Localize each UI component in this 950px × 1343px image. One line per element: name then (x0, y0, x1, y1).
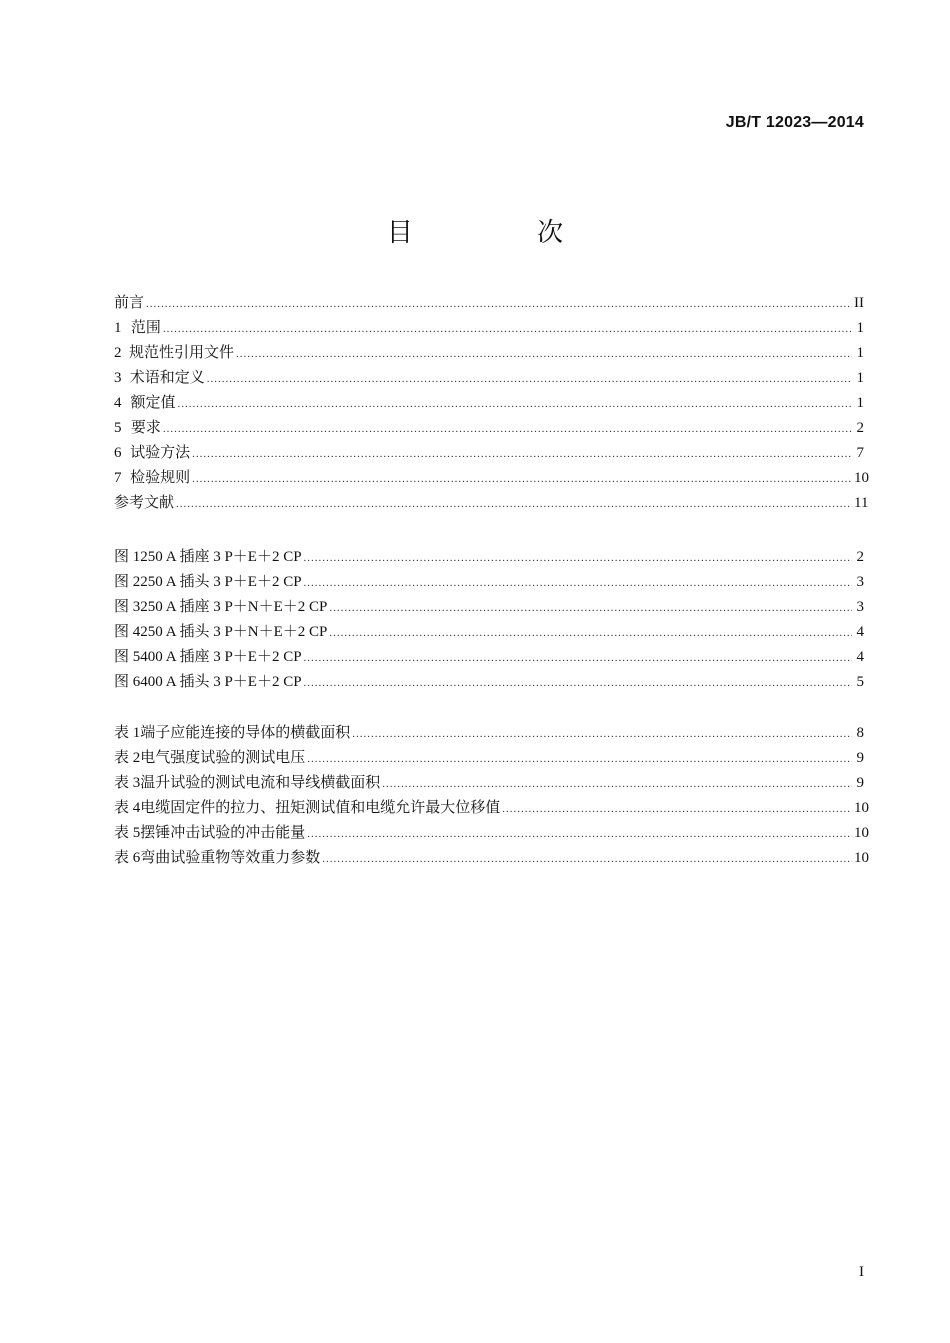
toc-figure-entry[interactable] (114, 670, 864, 695)
dot-leader (382, 778, 852, 790)
page-title: 目 次 (386, 218, 622, 248)
toc-main-list (114, 291, 869, 516)
toc-entry-page: 10 (854, 800, 869, 816)
toc-entry-label: 250 A 插头 3 P＋N＋E＋2 CP (140, 624, 328, 640)
page-number: I (859, 1264, 864, 1280)
toc-entry-page: 10 (854, 470, 869, 486)
toc-entry-page: 10 (854, 850, 869, 866)
toc-entry-page: 1 (856, 345, 864, 361)
toc-entry-number: 表 4 (114, 800, 141, 816)
toc-entry[interactable] (114, 416, 864, 441)
toc-entry-page: 3 (856, 599, 864, 615)
toc-entry-label: 400 A 插座 3 P＋E＋2 CP (140, 649, 302, 665)
toc-entry-label: 电气强度试验的测试电压 (140, 750, 306, 766)
toc-entry-label: 术语和定义 (129, 370, 205, 386)
toc-entry-page: 11 (854, 495, 869, 511)
dot-leader (329, 627, 852, 639)
toc-entry-number: 表 3 (114, 775, 141, 791)
dot-leader (352, 728, 852, 740)
dot-leader (307, 753, 852, 765)
toc-figure-entry[interactable] (114, 620, 864, 645)
toc-entry-page: 2 (856, 549, 864, 565)
toc-entry-number: 1 (114, 320, 122, 336)
toc-table-entry[interactable] (114, 821, 869, 846)
toc-entry-number: 图 5 (114, 649, 141, 665)
toc-entry[interactable] (114, 291, 864, 316)
toc-entry-label: 前言 (114, 295, 145, 311)
toc-entry-page: 1 (856, 395, 864, 411)
toc-entry-number: 图 6 (114, 674, 141, 690)
toc-entry-page: 7 (856, 445, 864, 461)
toc-entry-number: 图 1 (114, 549, 141, 565)
toc-entry-page: 1 (856, 320, 864, 336)
toc-entry-page: 9 (856, 775, 864, 791)
toc-table-entry[interactable] (114, 796, 869, 821)
toc-entry-page: 2 (856, 420, 864, 436)
toc-entry[interactable] (114, 366, 864, 391)
toc-entry-number: 4 (114, 395, 122, 411)
toc-figure-entry[interactable] (114, 645, 864, 670)
dot-leader (207, 373, 852, 385)
toc-entry-label: 温升试验的测试电流和导线横截面积 (140, 775, 381, 791)
toc-table-entry[interactable] (114, 771, 864, 796)
toc-entry[interactable] (114, 466, 869, 491)
toc-entry-page: 8 (856, 725, 864, 741)
toc-entry-number: 表 2 (114, 750, 141, 766)
toc-entry-number: 表 5 (114, 825, 141, 841)
dot-leader (192, 473, 852, 485)
toc-entry[interactable] (114, 341, 864, 366)
toc-entry-number: 表 6 (114, 850, 141, 866)
toc-entry-number: 6 (114, 445, 122, 461)
dot-leader (304, 677, 852, 689)
toc-entry-label: 250 A 插座 3 P＋N＋E＋2 CP (140, 599, 328, 615)
toc-entry-page: 5 (856, 674, 864, 690)
toc-entry-label: 规范性引用文件 (129, 345, 235, 361)
toc-entry-number: 图 2 (114, 574, 141, 590)
toc-entry-number: 3 (114, 370, 122, 386)
toc-entry[interactable] (114, 491, 869, 516)
dot-leader (146, 298, 852, 310)
toc-table-entry[interactable] (114, 846, 869, 871)
toc-table-list (114, 721, 869, 871)
toc-entry-label: 摆锤冲击试验的冲击能量 (140, 825, 306, 841)
dot-leader (163, 323, 852, 335)
toc-figure-entry[interactable] (114, 595, 864, 620)
toc-entry-number: 表 1 (114, 725, 141, 741)
toc-entry-label: 端子应能连接的导体的横截面积 (140, 725, 351, 741)
dot-leader (177, 398, 852, 410)
dot-leader (329, 602, 852, 614)
toc-entry-label: 试验方法 (130, 445, 191, 461)
toc-entry[interactable] (114, 391, 864, 416)
toc-entry[interactable] (114, 316, 864, 341)
toc-entry-number: 5 (114, 420, 122, 436)
dot-leader (307, 828, 852, 840)
toc-entry-page: 4 (856, 624, 864, 640)
toc-table-entry[interactable] (114, 721, 864, 746)
dot-leader (304, 652, 852, 664)
toc-entry-label: 电缆固定件的拉力、扭矩测试值和电缆允许最大位移值 (140, 800, 501, 816)
toc-entry-label: 参考文献 (114, 495, 175, 511)
toc-table-entry[interactable] (114, 746, 864, 771)
toc-entry-label: 250 A 插头 3 P＋E＋2 CP (140, 574, 302, 590)
toc-figure-entry[interactable] (114, 545, 864, 570)
toc-figure-entry[interactable] (114, 570, 864, 595)
toc-entry-label: 弯曲试验重物等效重力参数 (140, 850, 321, 866)
dot-leader (236, 348, 852, 360)
dot-leader (163, 423, 852, 435)
toc-entry-number: 图 4 (114, 624, 141, 640)
document-code: JB/T 12023—2014 (725, 114, 864, 131)
toc-entry-label: 检验规则 (130, 470, 191, 486)
toc-entry-page: 10 (854, 825, 869, 841)
toc-entry[interactable] (114, 441, 864, 466)
toc-entry-number: 7 (114, 470, 122, 486)
dot-leader (502, 803, 852, 815)
toc-entry-label: 额定值 (130, 395, 176, 411)
dot-leader (192, 448, 852, 460)
toc-entry-page: 1 (856, 370, 864, 386)
dot-leader (304, 552, 852, 564)
dot-leader (304, 577, 852, 589)
toc-entry-number: 图 3 (114, 599, 141, 615)
dot-leader (322, 853, 852, 865)
toc-entry-number: 2 (114, 345, 122, 361)
toc-entry-page: 9 (856, 750, 864, 766)
toc-entry-page: II (854, 295, 864, 311)
toc-entry-page: 3 (856, 574, 864, 590)
toc-entry-label: 要求 (130, 420, 161, 436)
toc-entry-label: 250 A 插座 3 P＋E＋2 CP (140, 549, 302, 565)
dot-leader (176, 498, 852, 510)
toc-figure-list (114, 545, 864, 695)
toc-entry-page: 4 (856, 649, 864, 665)
toc-entry-label: 范围 (130, 320, 161, 336)
toc-entry-label: 400 A 插头 3 P＋E＋2 CP (140, 674, 302, 690)
